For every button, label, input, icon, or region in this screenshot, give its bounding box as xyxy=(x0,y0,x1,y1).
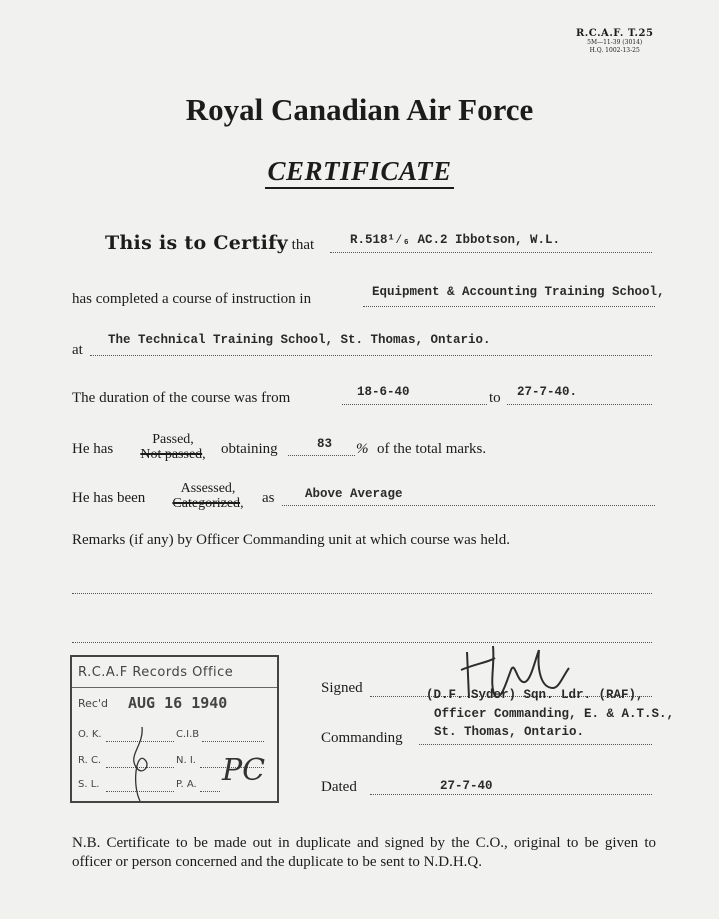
duration-from-line xyxy=(342,404,487,405)
stamp-sl: S. L. xyxy=(78,779,100,790)
signed-label: Signed xyxy=(321,680,363,696)
commanding-field-line xyxy=(419,744,652,745)
duration-to-line xyxy=(507,404,652,405)
signed-value-line2: Officer Commanding, E. & A.T.S., xyxy=(434,707,675,721)
stamp-initial-scrawl xyxy=(122,725,162,805)
certify-that: that xyxy=(291,237,315,253)
stamp-cib: C.I.B xyxy=(176,729,200,740)
marks-obtaining: obtaining xyxy=(221,441,278,457)
form-code xyxy=(576,28,653,55)
marks-prefix: He has xyxy=(72,441,114,457)
dated-field-line xyxy=(370,794,652,795)
percent-sign: % xyxy=(356,441,369,457)
pass-status-stack: Passed, Not passed, xyxy=(128,432,218,462)
page-title: Royal Canadian Air Force xyxy=(185,92,534,127)
duration-label: The duration of the course was from xyxy=(72,390,291,406)
course-field-line xyxy=(363,306,655,307)
certify-name-value: R.518¹⁄₆ AC.2 Ibbotson, W.L. xyxy=(350,233,561,247)
form-print-run: 5M—11-39 (3014) xyxy=(587,39,643,46)
categorized-option: Categorized xyxy=(172,496,241,511)
certify-gothic: This is to Certify xyxy=(105,232,288,254)
assessment-as: as xyxy=(262,490,275,506)
percent-value: 83 xyxy=(317,437,333,451)
stamp-pa-line xyxy=(200,791,220,792)
stamp-date: AUG 16 1940 xyxy=(128,694,228,712)
passed-option: Passed, xyxy=(152,432,194,447)
duration-to-value: 27-7-40. xyxy=(517,385,578,399)
assessment-value: Above Average xyxy=(305,487,403,501)
stamp-rc: R. C. xyxy=(78,755,102,766)
stamp-recd-label: Rec'd xyxy=(78,697,108,710)
remarks-label: Remarks (if any) by Officer Commanding unit at which course was held. xyxy=(72,532,510,548)
assessment-prefix: He has been xyxy=(72,490,146,506)
stamp-ni: N. I. xyxy=(176,755,196,766)
certify-field-line xyxy=(330,252,652,253)
form-hq-ref: H.Q. 1002-13-25 xyxy=(589,47,640,54)
stamp-cib-line xyxy=(202,741,264,742)
course-label: has completed a course of instruction in xyxy=(72,291,312,307)
duration-from-value: 18-6-40 xyxy=(357,385,410,399)
records-office-stamp xyxy=(70,655,279,803)
footnote: N.B. Certificate to be made out in duplicate and signed by the C.O., original to be given to officer or person concerned and the duplicate to be sent to N.D.H.Q. xyxy=(72,835,656,870)
stamp-ok: O. K. xyxy=(78,729,102,740)
duration-to-label: to xyxy=(489,390,501,406)
dated-value: 27-7-40 xyxy=(440,779,493,793)
location-field-line xyxy=(90,355,652,356)
stamp-pa: P. A. xyxy=(176,779,197,790)
signed-value-line1: (D.F. Syder) Sqn. Ldr. (RAF), xyxy=(426,688,644,702)
location-label: at xyxy=(72,342,83,358)
assessment-status-stack: Assessed, Categorized, xyxy=(160,481,256,511)
assessment-field-line xyxy=(282,505,655,506)
not-passed-option: Not passed xyxy=(140,447,203,462)
course-value: Equipment & Accounting Training School, xyxy=(372,285,665,299)
assessed-option: Assessed, xyxy=(180,481,236,496)
form-number: R.C.A.F. T.25 xyxy=(576,28,654,39)
certify-line xyxy=(105,232,314,254)
location-value: The Technical Training School, St. Thomas, Ontario. xyxy=(108,333,491,347)
certificate-heading: CERTIFICATE xyxy=(0,156,719,187)
remarks-line-1 xyxy=(72,593,652,594)
commanding-label: Commanding xyxy=(321,730,403,746)
marks-tail: of the total marks. xyxy=(377,441,487,457)
dated-label: Dated xyxy=(321,779,357,795)
percent-field-line xyxy=(288,455,355,456)
stamp-header: R.C.A.F Records Office xyxy=(78,665,234,680)
stamp-initials: PC xyxy=(222,753,266,788)
commanding-value: St. Thomas, Ontario. xyxy=(434,725,585,739)
stamp-divider xyxy=(72,687,277,688)
